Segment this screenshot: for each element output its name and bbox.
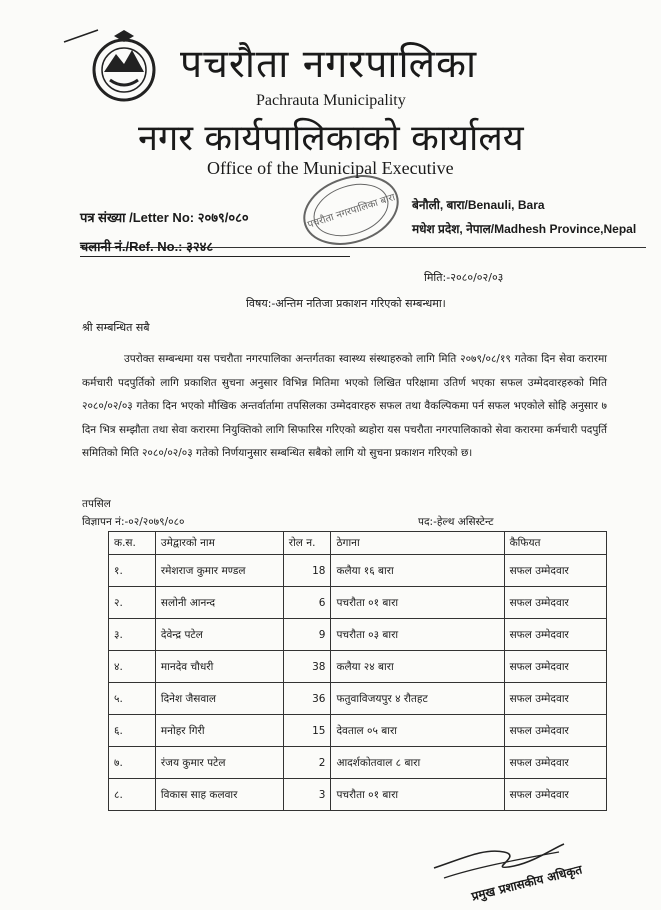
letter-body: उपरोक्त सम्बन्धमा यस पचरौता नगरपालिका अन्तर्गतका स्वास्थ्य संस्थाहरुको लागि मिति २०७९/०८/१९ गतेका दिन सेवा करारमा कर्मचारी पदपुर्तिको लागि प्रकाशित सुचना अनुसार विभिन्न मितिमा भएको लिखित परिक्षामा उतिर्ण भएका सफल उम्मेदवारहरुको मिति २०८०/०२/०३ गतेका दिन भएको मौखिक अन्तर्वार्तामा तपसिलका उम्मेदवारहरु सफल तथा वैकल्पिकमा पर्न सफल भएकोले सोहि अनुसार ७ दिन भित्र सम्झौता तथा सेवा करारमा नियुक्तिको लागि सिफारिस गरिएको ब्यहोरा यस पचरौता नगरपालिकाको सेवा करारमा कर्मचारी पदपुर्ति समितिको मिति २०८०/०२/०३ गतेको निर्णयानुसार सम्बन्धित सबैको लागि यो सुचना प्रकाशन गरिएको छ। <box>82 353 607 459</box>
header-name: उमेद्वारको नाम <box>155 532 283 555</box>
cell-address: फतुवाविजयपुर ४ रौतहट <box>331 683 504 715</box>
cell-name: मानदेव चौधरी <box>155 651 283 683</box>
stamp-text: पचरौता नगरपालिका बारा <box>306 192 397 231</box>
cell-remarks: सफल उम्मेदवार <box>504 651 606 683</box>
table-header-row <box>109 532 607 555</box>
cell-roll: 3 <box>283 779 331 811</box>
results-table <box>108 531 607 811</box>
reference-number: चलानी नं./Ref. No.: ३२४८ <box>80 239 214 254</box>
cell-name: सलोनी आनन्द <box>155 587 283 619</box>
header-remarks: कैफियत <box>504 532 606 555</box>
cell-roll: 9 <box>283 619 331 651</box>
cell-name: दिनेश जैसवाल <box>155 683 283 715</box>
table-row <box>109 555 607 587</box>
header-address: ठेगाना <box>331 532 504 555</box>
header-serial: क.स. <box>109 532 156 555</box>
cell-remarks: सफल उम्मेदवार <box>504 683 606 715</box>
cell-remarks: सफल उम्मेदवार <box>504 619 606 651</box>
letter-date: मिति:-२०८०/०२/०३ <box>424 271 504 284</box>
notice-number: विज्ञापन नं:-०२/२०७९/०८० <box>82 516 185 528</box>
office-name-np: नगर कार्यपालिकाको कार्यालय <box>138 118 524 159</box>
cell-name: रंजय कुमार पटेल <box>155 747 283 779</box>
table-row <box>109 619 607 651</box>
municipality-emblem-icon <box>88 28 160 108</box>
cell-name: विकास साह कलवार <box>155 779 283 811</box>
salutation: श्री सम्बन्धित सबै <box>82 321 150 334</box>
cell-serial: ४. <box>109 651 156 683</box>
cell-address: पचरौता ०३ बारा <box>331 619 504 651</box>
table-row <box>109 587 607 619</box>
cell-address: आदर्शकोतवाल ८ बारा <box>331 747 504 779</box>
table-row <box>109 747 607 779</box>
cell-remarks: सफल उम्मेदवार <box>504 587 606 619</box>
table-row <box>109 715 607 747</box>
cell-remarks: सफल उम्मेदवार <box>504 747 606 779</box>
letter-subject: विषय:-अन्तिम नतिजा प्रकाशन गरिएको सम्बन्धमा। <box>246 297 446 310</box>
cell-remarks: सफल उम्मेदवार <box>504 779 606 811</box>
cell-name: देवेन्द्र पटेल <box>155 619 283 651</box>
cell-address: पचरौता ०१ बारा <box>331 779 504 811</box>
header-roll: रोल न. <box>283 532 331 555</box>
office-stamp <box>296 160 406 260</box>
cell-roll: 18 <box>283 555 331 587</box>
cell-roll: 36 <box>283 683 331 715</box>
cell-address: पचरौता ०१ बारा <box>331 587 504 619</box>
municipality-name-np: पचरौता नगरपालिका <box>180 42 478 87</box>
post-name: पद:-हेल्थ असिस्टेन्ट <box>418 516 494 528</box>
signatory-title: प्रमुख प्रशासकीय अधिकृत <box>470 862 584 904</box>
cell-remarks: सफल उम्मेदवार <box>504 715 606 747</box>
table-row <box>109 683 607 715</box>
cell-serial: ८. <box>109 779 156 811</box>
cell-address: कलैया १६ बारा <box>331 555 504 587</box>
cell-address: देवताल ०५ बारा <box>331 715 504 747</box>
cell-roll: 15 <box>283 715 331 747</box>
cell-roll: 38 <box>283 651 331 683</box>
municipality-name-en: Pachrauta Municipality <box>256 92 406 109</box>
cell-remarks: सफल उम्मेदवार <box>504 555 606 587</box>
cell-serial: ७. <box>109 747 156 779</box>
cell-serial: ६. <box>109 715 156 747</box>
reference-underline <box>80 256 350 257</box>
address-line-1: बेनौली, बारा/Benauli, Bara <box>412 198 545 212</box>
cell-roll: 2 <box>283 747 331 779</box>
address-line-2: मधेश प्रदेश, नेपाल/Madhesh Province,Nepal <box>412 222 637 236</box>
cell-address: कलैया २४ बारा <box>331 651 504 683</box>
cell-serial: ३. <box>109 619 156 651</box>
cell-serial: ५. <box>109 683 156 715</box>
table-row <box>109 651 607 683</box>
letter-number: पत्र संख्या /Letter No: २०७९/०८० <box>80 210 249 225</box>
tapasil-label: तपसिल <box>82 498 111 510</box>
office-name-en: Office of the Municipal Executive <box>207 158 454 178</box>
cell-serial: १. <box>109 555 156 587</box>
table-row <box>109 779 607 811</box>
cell-name: मनोहर गिरी <box>155 715 283 747</box>
cell-serial: २. <box>109 587 156 619</box>
cell-roll: 6 <box>283 587 331 619</box>
cell-name: रमेशराज कुमार मण्डल <box>155 555 283 587</box>
